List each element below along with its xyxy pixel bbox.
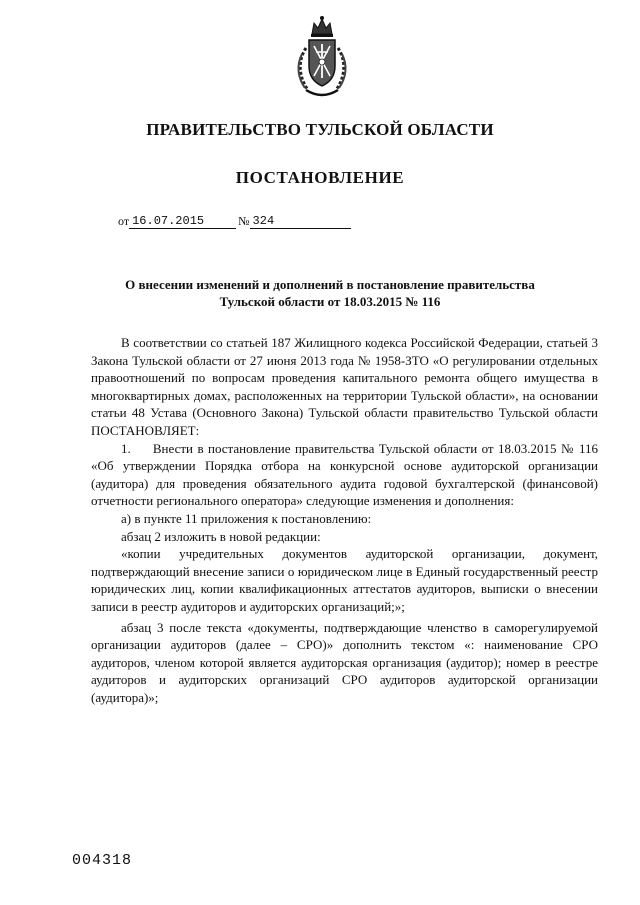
document-type: ПОСТАНОВЛЕНИЕ xyxy=(235,168,405,187)
tula-coat-of-arms-icon xyxy=(292,14,352,102)
document-body xyxy=(91,334,602,706)
organization-title: ПРАВИТЕЛЬСТВО ТУЛЬСКОЙ ОБЛАСТИ xyxy=(146,120,494,139)
paragraph-quote: «копии учредительных документов аудиторской организации, документ, подтверждающий внесение записи о юридическом лице в Единый государственный реестр юридических лиц, копии квалификационных аттестатов аудиторов, выписки о внесении записи в реестр аудиторов и аудиторских организаций;»; xyxy=(91,546,598,614)
document-subject: О внесении изменений и дополнений в постановление правительства Тульской области от 18.03.2015 № 116 xyxy=(125,277,535,309)
number-label: № xyxy=(238,214,250,228)
serial-number: 004318 xyxy=(72,852,133,869)
date-value: 16.07.2015 xyxy=(129,214,236,229)
paragraph-abzac-2: абзац 2 изложить в новой редакции: xyxy=(121,528,321,544)
paragraph-subitem-a: а) в пункте 11 приложения к постановлению: xyxy=(121,510,372,526)
number-value: 324 xyxy=(250,214,351,229)
date-label: от xyxy=(118,214,130,228)
paragraph-preamble: В соответствии со статьей 187 Жилищного кодекса Российской Федерации, статьей 3 Закона Тульской области от 27 июня 2013 года № 1958-ЗТО «О регулировании отдельных правоотношений по вопросам проведения капитального ремонта общего имущества в многоквартирных домах, расположенных на территории Тульской области», на основании статьи 48 Устава (Основного Закона) Тульской области правительство Тульской области ПОСТАНОВЛЯЕТ: xyxy=(91,335,598,438)
document-meta xyxy=(118,214,351,229)
paragraph-item-1: 1. Внести в постановление правительства Тульской области от 18.03.2015 № 116 «Об утверждении Порядка отбора на конкурсной основе аудиторской организации (аудитора) для проведения обязательного аудита годовой бухгалтерской (финансовой) отчетности регионального оператора» следующие изменения и дополнения: xyxy=(91,440,602,509)
paragraph-abzac-3: абзац 3 после текста «документы, подтверждающие членство в саморегулируемой организации аудиторов (далее – СРО)» дополнить текстом «: наименование СРО аудиторов, членом которой является аудиторская организация (аудитор); номер в реестре аудиторов и аудиторских организаций СРО аудиторов аудиторской организации (аудитора)»; xyxy=(91,619,598,705)
